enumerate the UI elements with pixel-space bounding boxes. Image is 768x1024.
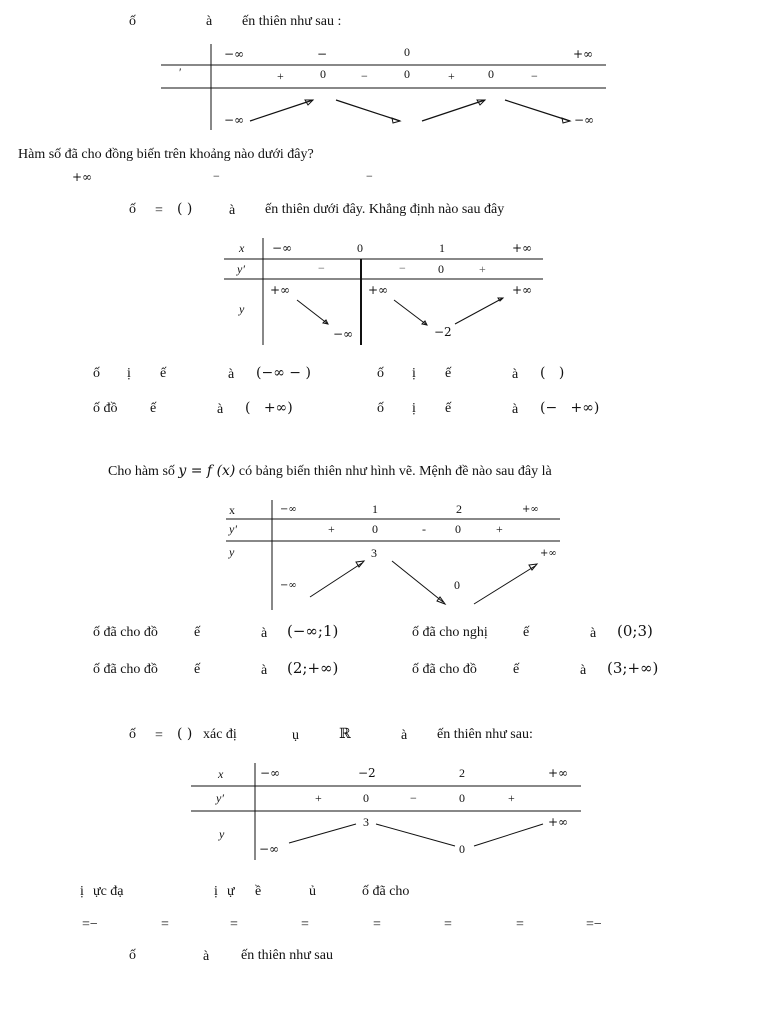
q4-x-2: 2 — [459, 766, 465, 780]
q1-yp-6: − — [531, 69, 538, 83]
q1-question: Hàm số đã cho đồng biến trên khoảng nào dưới đây? — [18, 147, 314, 162]
q4-question-g: ố đã cho — [362, 884, 410, 899]
q3-opt-b-math: (0;3) — [617, 622, 653, 640]
q1-yp-1: 0 — [320, 67, 326, 81]
q4-answer-7: = — [516, 917, 524, 932]
q3-opt-d-math: (3;+∞) — [607, 659, 659, 677]
q2-opt-b-math: ( ) — [540, 365, 565, 381]
q3-opt-b-a: ố đã cho nghị — [412, 625, 488, 640]
q3-opt-d-a: ố đã cho đồ — [412, 662, 477, 677]
q1-yp-5: 0 — [488, 67, 494, 81]
q3-opt-c-d: à — [261, 663, 268, 678]
q2-yp-0: − — [318, 261, 325, 275]
q2-intro-a: ố — [129, 202, 136, 217]
q2-opt-c-math: ( +∞) — [245, 400, 293, 416]
q3-intro-math: y = f (x) — [178, 463, 236, 479]
q4-y-1: +∞ — [548, 815, 569, 829]
q4-question-d: ự — [227, 884, 235, 899]
q2-yp-2: 0 — [438, 262, 444, 276]
q2-opt-c-d: à — [217, 402, 224, 417]
q4-answer-5: = — [373, 917, 381, 932]
q2-intro-paren: ( ) — [177, 201, 193, 217]
q2-y-4: +∞ — [512, 283, 533, 297]
q4-intro-b: xác đị — [203, 727, 237, 742]
q4-question-c: ị — [214, 884, 218, 899]
q2-intro-b: à — [229, 203, 236, 218]
q2-y-1: −∞ — [333, 327, 354, 341]
q3-opt-a-d: à — [261, 626, 268, 641]
q2-opt-c-a: ố đồ — [93, 401, 118, 416]
q3-yp-0: + — [328, 522, 335, 536]
q2-x-0: −∞ — [272, 241, 293, 255]
q4-answer-3: = — [230, 917, 238, 932]
q1-yp-0: + — [277, 69, 284, 83]
q3-y-1: +∞ — [540, 548, 557, 559]
q4-answer-4: = — [301, 917, 309, 932]
q2-x-label: x — [239, 241, 245, 255]
q4-x-label: x — [218, 767, 224, 781]
q1-intro-c: ến thiên như sau : — [242, 14, 342, 29]
q3-opt-c-a: ố đã cho đồ — [93, 662, 158, 677]
q2-opt-a-b: ị — [127, 366, 131, 381]
q4-yp-2: − — [410, 791, 417, 805]
q2-opt-a-a: ố — [93, 366, 100, 381]
q1-yp-2: − — [361, 69, 368, 83]
q5-intro-a: ố — [129, 948, 136, 963]
q2-opt-d-a: ố — [377, 401, 384, 416]
q3-opt-a-math: (−∞;1) — [287, 622, 339, 640]
q3-opt-b-c: ế — [523, 625, 530, 640]
q2-opt-a-c: ế — [160, 366, 167, 381]
q4-intro-c: ụ — [292, 728, 299, 743]
q2-x-3: +∞ — [512, 241, 533, 255]
q1-yprime-label: ′ — [179, 65, 182, 79]
q1-intro-b: à — [206, 14, 213, 29]
q3-intro-b: có bảng biến thiên như hình vẽ. Mệnh đề nào sau đây là — [235, 464, 552, 479]
q4-x-1: −2 — [358, 766, 376, 780]
q2-yp-1: − — [399, 261, 406, 275]
q1-answer-a: +∞ — [72, 170, 93, 184]
q4-yp-1: 0 — [363, 791, 369, 805]
q4-question-f: ủ — [309, 884, 316, 899]
q3-y-3: 0 — [454, 578, 460, 592]
q2-opt-b-c: ế — [445, 366, 452, 381]
q4-answer-1: =− — [82, 917, 98, 932]
q4-yp-0: + — [315, 791, 322, 805]
q4-y-3: 0 — [459, 842, 465, 856]
q3-y-0: 3 — [371, 546, 377, 560]
q1-answer-c: − — [366, 169, 373, 183]
q3-x-1: 1 — [372, 502, 378, 516]
q2-opt-d-d: à — [512, 402, 519, 417]
q4-x-0: −∞ — [260, 766, 281, 780]
q3-yp-4: + — [496, 522, 503, 536]
q1-x-1: − — [317, 47, 328, 61]
q3-x-3: +∞ — [522, 504, 539, 515]
q3-yprime-label: y' — [229, 522, 237, 536]
q3-yp-3: 0 — [455, 522, 461, 536]
q1-x-2: 0 — [404, 45, 410, 59]
q3-yp-2: - — [422, 522, 426, 536]
q2-opt-d-b: ị — [412, 401, 416, 416]
q3-opt-b-d: à — [590, 626, 597, 641]
q4-y-label: y — [219, 827, 225, 841]
q3-opt-d-c: ế — [513, 662, 520, 677]
q4-intro-eq: = — [155, 728, 163, 743]
q2-x-1: 0 — [357, 241, 363, 255]
q1-x-3: +∞ — [573, 47, 594, 61]
q4-y-2: −∞ — [259, 842, 280, 856]
q2-opt-b-b: ị — [412, 366, 416, 381]
q2-y-0: +∞ — [270, 283, 291, 297]
q5-intro-b: à — [203, 949, 210, 964]
q4-question-b: ực đạ — [93, 884, 124, 899]
q2-x-2: 1 — [439, 241, 445, 255]
q3-opt-c-c: ế — [194, 662, 201, 677]
q2-opt-a-d: à — [228, 367, 235, 382]
q4-yp-4: + — [508, 791, 515, 805]
q2-opt-b-d: à — [512, 367, 519, 382]
q3-opt-d-d: à — [580, 663, 587, 678]
q1-y-1: −∞ — [574, 113, 595, 127]
q2-opt-c-c: ế — [150, 401, 157, 416]
q3-opt-a-a: ố đã cho đồ — [93, 625, 158, 640]
q4-x-3: +∞ — [548, 766, 569, 780]
q4-answer-2: = — [161, 917, 169, 932]
q3-intro-a: Cho hàm số — [108, 464, 179, 479]
q3-yp-1: 0 — [372, 522, 378, 536]
q2-opt-d-math: (− +∞) — [540, 400, 600, 416]
q2-yprime-label: y′ — [237, 262, 245, 276]
q2-yp-3: + — [479, 262, 486, 276]
q4-intro-paren: ( ) — [177, 726, 193, 742]
q3-opt-a-c: ế — [194, 625, 201, 640]
q1-answer-b: − — [213, 169, 220, 183]
q4-intro-e: ến thiên như sau: — [437, 727, 533, 742]
q4-yp-3: 0 — [459, 791, 465, 805]
q2-y-3: −2 — [434, 325, 452, 339]
q2-intro-c: ến thiên dưới đây. Khẳng định nào sau đây — [265, 202, 505, 217]
q3-x-0: −∞ — [280, 504, 297, 515]
q4-intro-a: ố — [129, 727, 136, 742]
q2-y-label: y — [239, 302, 245, 316]
q4-answer-6: = — [444, 917, 452, 932]
q4-intro-d: à — [401, 728, 408, 743]
q4-answer-8: =− — [586, 917, 602, 932]
q5-intro-c: ến thiên như sau — [241, 948, 333, 963]
q4-yprime-label: y′ — [216, 791, 224, 805]
q3-opt-c-math: (2;+∞) — [287, 659, 339, 677]
q4-y-0: 3 — [363, 815, 369, 829]
q2-intro-eq: = — [155, 203, 163, 218]
q1-intro-a: ố — [129, 14, 136, 29]
q1-x-0: −∞ — [224, 47, 245, 61]
q2-opt-d-c: ế — [445, 401, 452, 416]
q1-y-0: −∞ — [224, 113, 245, 127]
q2-opt-a-math: (−∞ − ) — [256, 365, 311, 381]
q2-y-2: +∞ — [368, 283, 389, 297]
q4-question-a: ị — [80, 884, 84, 899]
q1-yp-3: 0 — [404, 67, 410, 81]
q4-intro-R: ℝ — [339, 726, 351, 742]
q4-question-e: ề — [255, 884, 262, 899]
q1-yp-4: + — [448, 69, 455, 83]
q3-y-label: y — [229, 545, 235, 559]
q2-opt-b-a: ố — [377, 366, 384, 381]
q3-x-label: x — [229, 503, 235, 517]
q3-y-2: −∞ — [280, 580, 297, 591]
q3-x-2: 2 — [456, 502, 462, 516]
